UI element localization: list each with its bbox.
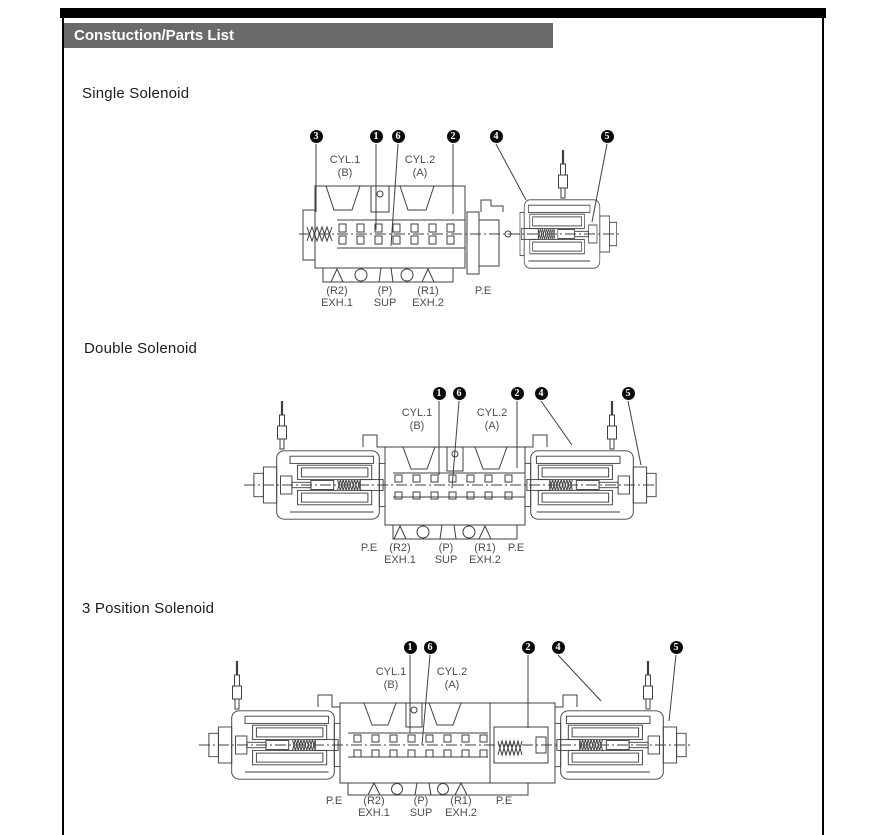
port-label-r1: (R1) EXH.2 bbox=[469, 542, 501, 566]
callout-4-badge: 4 bbox=[535, 387, 548, 400]
cyl1-label: CYL.1 (B) bbox=[401, 407, 433, 432]
cyl2-label: CYL.2 (A) bbox=[436, 666, 468, 691]
port-label-p: (P) SUP bbox=[434, 542, 458, 566]
callout-5-badge: 5 bbox=[622, 387, 635, 400]
callout-2-badge: 2 bbox=[511, 387, 524, 400]
page-top-rule bbox=[60, 8, 826, 18]
callout-6-badge: 6 bbox=[392, 130, 405, 143]
port-label-r2: (R2) EXH.1 bbox=[384, 542, 416, 566]
double-solenoid-title: Double Solenoid bbox=[84, 340, 198, 357]
port-label-pe-right: P.E bbox=[507, 542, 525, 554]
page-left-rule bbox=[62, 18, 64, 835]
port-label-p: (P) SUP bbox=[373, 285, 397, 309]
callout-2-badge: 2 bbox=[522, 641, 535, 654]
port-label-r1: (R1) EXH.2 bbox=[412, 285, 444, 309]
port-label-pe-right: P.E bbox=[495, 795, 513, 807]
callout-6-badge: 6 bbox=[453, 387, 466, 400]
callout-2-badge: 2 bbox=[447, 130, 460, 143]
port-label-r2: (R2) EXH.1 bbox=[358, 795, 390, 819]
three-position-solenoid-diagram bbox=[195, 635, 695, 835]
port-label-pe-left: P.E bbox=[325, 795, 343, 807]
port-label-p: (P) SUP bbox=[409, 795, 433, 819]
cyl1-label: CYL.1 (B) bbox=[375, 666, 407, 691]
port-label-pe: P.E bbox=[474, 285, 492, 297]
single-solenoid-title: Single Solenoid bbox=[82, 85, 190, 102]
section-header bbox=[64, 23, 553, 48]
cyl2-label: CYL.2 (A) bbox=[476, 407, 508, 432]
callout-4-badge: 4 bbox=[552, 641, 565, 654]
callout-1-badge: 1 bbox=[433, 387, 446, 400]
callout-4-badge: 4 bbox=[490, 130, 503, 143]
port-label-pe-left: P.E bbox=[360, 542, 378, 554]
single-solenoid-diagram bbox=[295, 128, 625, 323]
callout-1-badge: 1 bbox=[370, 130, 383, 143]
callout-3-badge: 3 bbox=[310, 130, 323, 143]
page-right-rule bbox=[822, 18, 824, 835]
callout-5-badge: 5 bbox=[601, 130, 614, 143]
port-label-r2: (R2) EXH.1 bbox=[321, 285, 353, 309]
cyl1-label: CYL.1 (B) bbox=[329, 154, 361, 179]
three-position-solenoid-title: 3 Position Solenoid bbox=[82, 600, 215, 617]
callout-1-badge: 1 bbox=[404, 641, 417, 654]
cyl2-label: CYL.2 (A) bbox=[404, 154, 436, 179]
callout-6-badge: 6 bbox=[424, 641, 437, 654]
port-label-r1: (R1) EXH.2 bbox=[445, 795, 477, 819]
double-solenoid-diagram bbox=[240, 385, 660, 580]
callout-5-badge: 5 bbox=[670, 641, 683, 654]
section-header-title: Constuction/Parts List bbox=[74, 27, 235, 44]
